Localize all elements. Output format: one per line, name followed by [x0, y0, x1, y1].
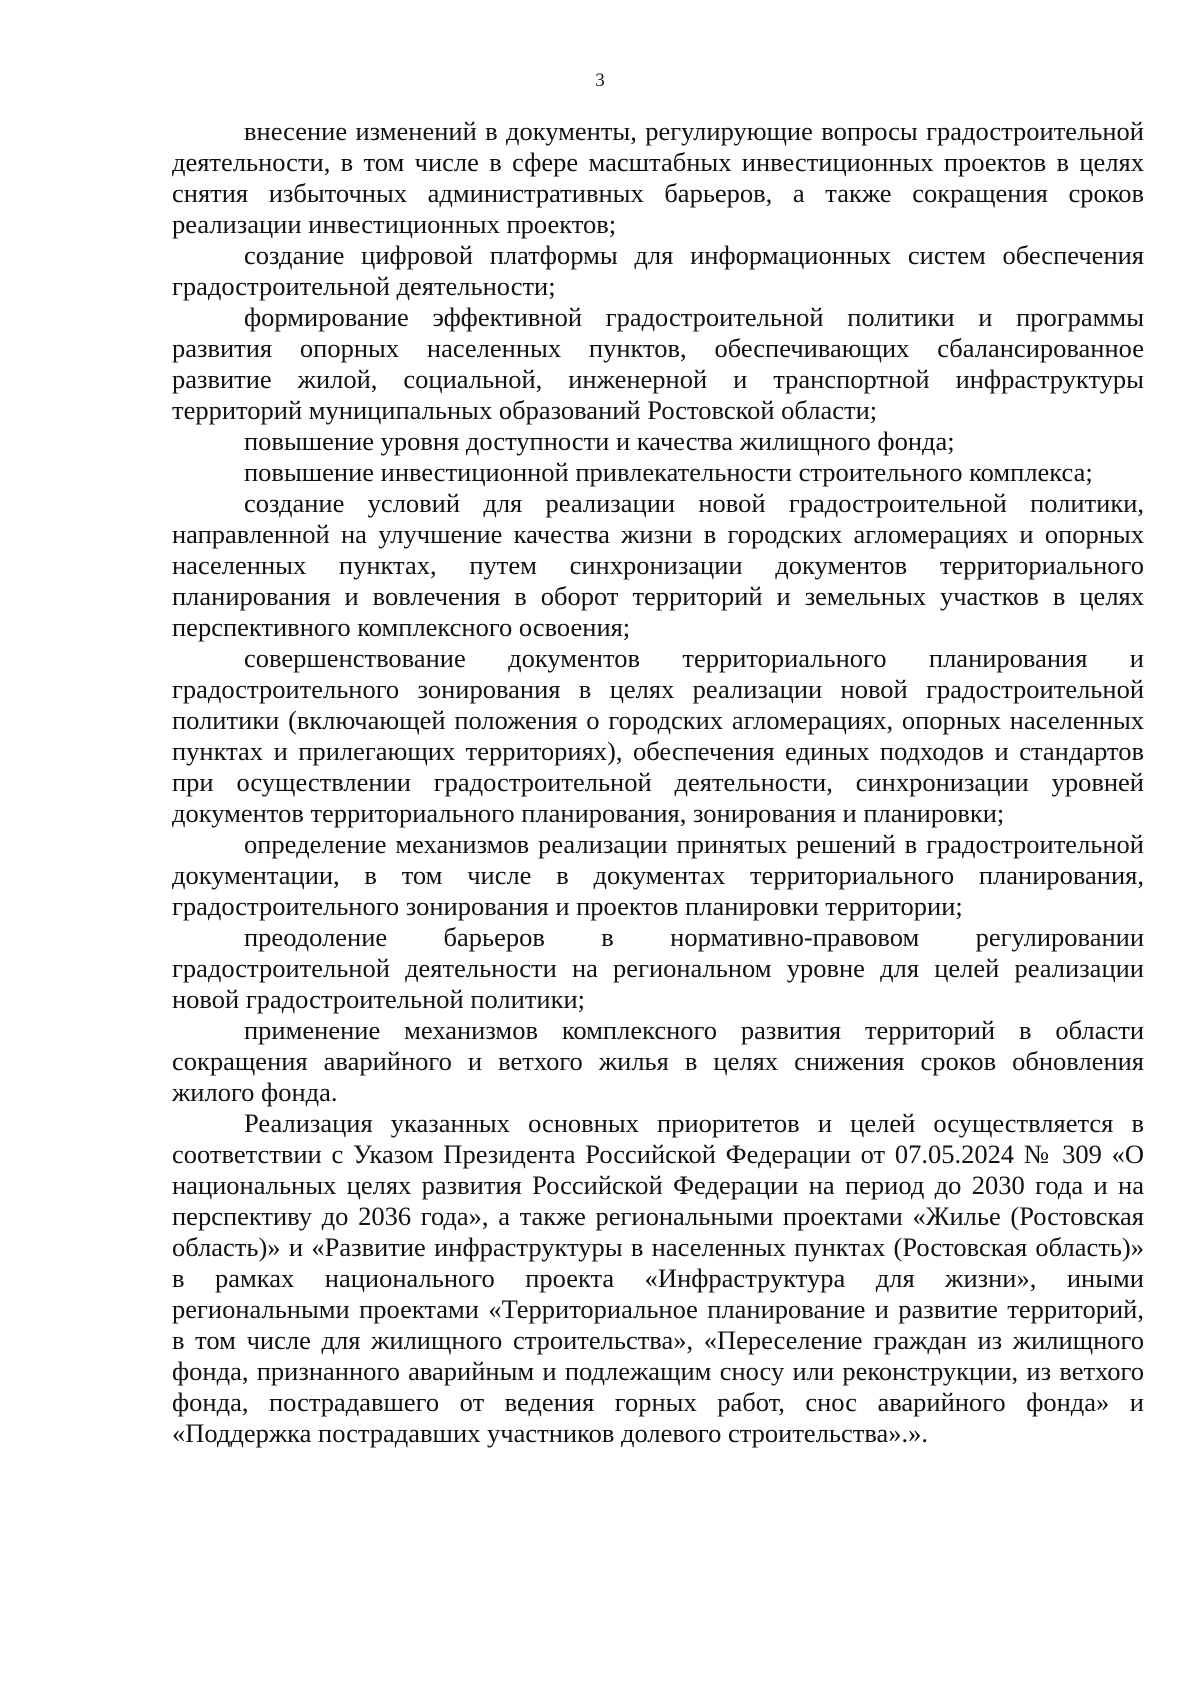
paragraph-improve-planning-documents: совершенствование документов территориального планирования и градостроительного зонирования в целях реализации новой градостроительной политики (включающей положения о городских агломерациях, опорных населенных пунктах и прилегающих территориях), обеспечения единых подходов и стандартов при осуществлении градостроительной деятельности, синхронизации уровней документов территориального планирования, зонирования и планировки;	[172, 643, 1144, 828]
paragraph-digital-platform: создание цифровой платформы для информационных систем обеспечения градостроительной деятельности;	[172, 240, 1144, 301]
paragraph-amend-documents: внесение изменений в документы, регулирующие вопросы градостроительной деятельности, в том числе в сфере масштабных инвестиционных проектов в целях снятия избыточных административных барьеров, а также сокращения сроков реализации инвестиционных проектов;	[172, 116, 1144, 239]
paragraph-implementation-basis: Реализация указанных основных приоритетов и целей осуществляется в соответствии с Указом Президента Российской Федерации от 07.05.2024 № 309 «О национальных целях развития Российской Федерации на период до 2030 года и на перспективу до 2036 года», а также региональными проектами «Жилье (Ростовская область)» и «Развитие инфраструктуры в населенных пунктах (Ростовская область)» в рамках национального проекта «Инфраструктура для жизни», иными региональными проектами «Территориальное планирование и развитие территорий, в том числе для жилищного строительства», «Переселение граждан из жилищного фонда, признанного аварийным и подлежащим сносу или реконструкции, из ветхого фонда, пострадавшего от ведения горных работ, снос аварийного фонда» и «Поддержка пострадавших участников долевого строительства».».	[172, 1108, 1144, 1448]
body-text	[172, 116, 1144, 1449]
paragraph-housing-availability: повышение уровня доступности и качества жилищного фонда;	[244, 426, 955, 456]
page-number: 3	[595, 70, 605, 91]
paragraph-overcome-barriers: преодоление барьеров в нормативно-правовом регулировании градостроительной деятельности на региональном уровне для целей реализации новой градостроительной политики;	[172, 922, 1144, 1014]
paragraph-conditions-new-policy: создание условий для реализации новой градостроительной политики, направленной на улучшение качества жизни в городских агломерациях и опорных населенных пунктах, путем синхронизации документов территориального планирования и вовлечения в оборот территорий и земельных участков в целях перспективного комплексного освоения;	[172, 488, 1144, 642]
paragraph-investment-attractiveness: повышение инвестиционной привлекательности строительного комплекса;	[244, 457, 1093, 487]
paragraph-urban-policy: формирование эффективной градостроительной политики и программы развития опорных населенных пунктов, обеспечивающих сбалансированное развитие жилой, социальной, инженерной и транспортной инфраструктуры территорий муниципальных образований Ростовской области;	[172, 302, 1144, 425]
paragraph-complex-development: применение механизмов комплексного развития территорий в области сокращения аварийного и ветхого жилья в целях снижения сроков обновления жилого фонда.	[172, 1015, 1144, 1107]
paragraph-implementation-mechanisms: определение механизмов реализации принятых решений в градостроительной документации, в том числе в документах территориального планирования, градостроительного зонирования и проектов планировки территории;	[172, 829, 1144, 921]
